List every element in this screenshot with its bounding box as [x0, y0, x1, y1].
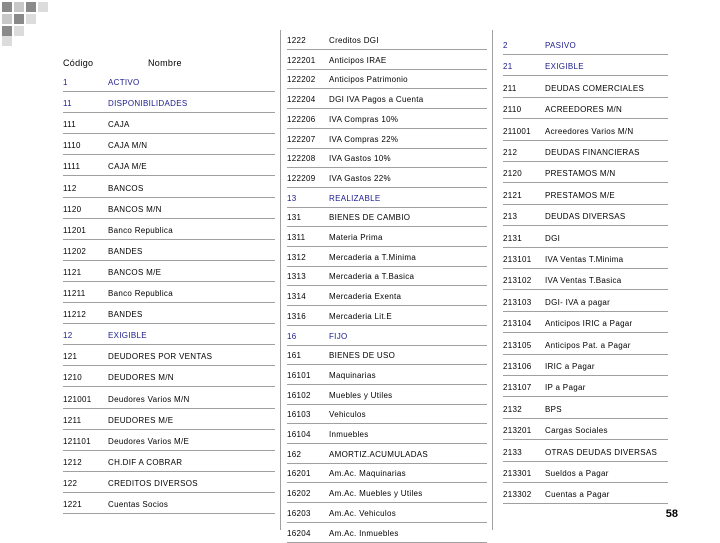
account-code: 213301 [503, 469, 532, 478]
row-separator [503, 375, 668, 376]
account-name: Banco Republica [108, 226, 173, 235]
account-code: 2132 [503, 405, 522, 414]
account-code: 213106 [503, 362, 532, 371]
row-separator [63, 323, 275, 324]
account-name: IP a Pagar [545, 383, 586, 392]
account-name: ACTIVO [108, 78, 140, 87]
account-name: DISPONIBILIDADES [108, 99, 188, 108]
account-name: Cargas Sociales [545, 426, 608, 435]
divider-2 [492, 30, 493, 530]
account-name: PRESTAMOS M/N [545, 169, 616, 178]
row-separator [63, 197, 275, 198]
account-name: REALIZABLE [329, 194, 381, 203]
row-separator [503, 268, 668, 269]
account-code: 12 [63, 331, 73, 340]
row-separator [503, 54, 668, 55]
account-code: 1316 [287, 312, 306, 321]
account-name: BPS [545, 405, 562, 414]
row-separator [287, 266, 487, 267]
row-separator [503, 396, 668, 397]
account-code: 212 [503, 148, 518, 157]
row-separator [503, 354, 668, 355]
account-code: 11212 [63, 310, 87, 319]
account-code: 121 [63, 352, 78, 361]
account-name: Materia Prima [329, 233, 383, 242]
account-name: Am.Ac. Muebles y Utiles [329, 489, 423, 498]
account-code: 16204 [287, 529, 311, 538]
row-separator [503, 461, 668, 462]
account-code: 121101 [63, 437, 91, 446]
account-code: 1313 [287, 272, 306, 281]
account-code: 2121 [503, 191, 522, 200]
account-name: Vehiculos [329, 410, 366, 419]
account-name: BIENES DE USO [329, 351, 396, 360]
account-code: 122209 [287, 174, 316, 183]
row-separator [287, 502, 487, 503]
account-code: 213 [503, 212, 518, 221]
account-name: BANDES [108, 247, 143, 256]
account-name: FIJO [329, 332, 348, 341]
row-separator [63, 281, 275, 282]
account-code: 1111 [63, 162, 81, 171]
account-name: Cuentas a Pagar [545, 490, 610, 499]
account-code: 111 [63, 120, 77, 129]
account-code: 213104 [503, 319, 532, 328]
account-code: 11201 [63, 226, 87, 235]
row-separator [63, 386, 275, 387]
account-code: 2 [503, 41, 508, 50]
account-name: DGI [545, 234, 561, 243]
row-separator [287, 226, 487, 227]
account-code: 161 [287, 351, 302, 360]
account-code: 1312 [287, 253, 306, 262]
row-separator [287, 167, 487, 168]
row-separator [63, 344, 275, 345]
account-code: 162 [287, 450, 302, 459]
account-name: IVA Ventas T.Minima [545, 255, 624, 264]
account-name: Deudores Varios M/N [108, 395, 190, 404]
account-code: 1110 [63, 141, 81, 150]
row-separator [63, 175, 275, 176]
row-separator [63, 112, 275, 113]
row-separator [63, 492, 275, 493]
account-name: DEUDORES POR VENTAS [108, 352, 213, 361]
row-separator [287, 148, 487, 149]
account-name: Sueldos a Pagar [545, 469, 609, 478]
account-name: DGI IVA Pagos a Cuenta [329, 95, 424, 104]
account-code: 2120 [503, 169, 522, 178]
row-separator [503, 97, 668, 98]
account-name: IVA Ventas T.Basica [545, 276, 622, 285]
account-name: AMORTIZ.ACUMULADAS [329, 450, 429, 459]
row-separator [63, 513, 275, 514]
account-code: 1311 [287, 233, 306, 242]
row-separator [287, 207, 487, 208]
row-separator [63, 429, 275, 430]
decorative-squares [0, 0, 60, 46]
account-code: 16 [287, 332, 297, 341]
row-separator [503, 503, 668, 504]
account-name: Acreedores Varios M/N [545, 127, 634, 136]
account-name: BANCOS [108, 184, 144, 193]
account-name: Anticipos Patrimonio [329, 75, 408, 84]
account-name: Anticipos Pat. a Pagar [545, 341, 631, 350]
row-separator [63, 91, 275, 92]
row-separator [287, 49, 487, 50]
account-code: 1314 [287, 292, 306, 301]
account-code: 2133 [503, 448, 522, 457]
account-name: Banco Republica [108, 289, 173, 298]
row-separator [503, 289, 668, 290]
row-separator [63, 450, 275, 451]
account-name: Mercaderia Lit.E [329, 312, 393, 321]
account-name: Inmuebles [329, 430, 369, 439]
account-name: Deudores Varios M/E [108, 437, 190, 446]
account-name: Mercaderia a T.Basica [329, 272, 415, 281]
account-name: PRESTAMOS M/E [545, 191, 615, 200]
account-name: Anticipos IRAE [329, 56, 387, 65]
account-name: CH.DIF A COBRAR [108, 458, 183, 467]
account-name: BIENES DE CAMBIO [329, 213, 411, 222]
row-separator [287, 305, 487, 306]
account-name: CAJA M/N [108, 141, 148, 150]
account-name: DEUDAS FINANCIERAS [545, 148, 640, 157]
account-code: 122208 [287, 154, 316, 163]
row-separator [287, 522, 487, 523]
account-code: 16101 [287, 371, 311, 380]
row-separator [503, 247, 668, 248]
account-name: IRIC a Pagar [545, 362, 595, 371]
account-code: 11 [63, 99, 72, 108]
account-name: PASIVO [545, 41, 576, 50]
row-separator [287, 285, 487, 286]
account-name: CREDITOS DIVERSOS [108, 479, 198, 488]
account-name: DEUDORES M/N [108, 373, 174, 382]
account-code: 122207 [287, 135, 316, 144]
account-code: 131 [287, 213, 302, 222]
account-code: 213201 [503, 426, 532, 435]
row-separator [63, 302, 275, 303]
account-name: EXIGIBLE [545, 62, 584, 71]
row-separator [503, 204, 668, 205]
row-separator [503, 161, 668, 162]
account-code: 1222 [287, 36, 306, 45]
account-name: Am.Ac. Maquinarias [329, 469, 406, 478]
account-code: 21 [503, 62, 513, 71]
account-name: CAJA [108, 120, 130, 129]
account-code: 1120 [63, 205, 82, 214]
account-code: 16102 [287, 391, 311, 400]
row-separator [287, 345, 487, 346]
row-separator [503, 182, 668, 183]
row-separator [287, 364, 487, 365]
row-separator [503, 311, 668, 312]
account-code: 2131 [503, 234, 522, 243]
account-code: 211 [503, 84, 517, 93]
account-code: 213302 [503, 490, 532, 499]
account-name: DEUDORES M/E [108, 416, 174, 425]
account-code: 122202 [287, 75, 316, 84]
header-nombre: Nombre [148, 58, 182, 68]
row-separator [287, 325, 487, 326]
divider-1 [280, 30, 281, 530]
row-separator [63, 239, 275, 240]
account-name: Cuentas Socios [108, 500, 169, 509]
row-separator [503, 439, 668, 440]
account-code: 1211 [63, 416, 82, 425]
row-separator [287, 384, 487, 385]
account-code: 16103 [287, 410, 311, 419]
account-code: 213105 [503, 341, 532, 350]
account-name: CAJA M/E [108, 162, 147, 171]
account-name: Am.Ac. Vehiculos [329, 509, 397, 518]
account-code: 213102 [503, 276, 532, 285]
page-number: 58 [665, 508, 678, 520]
header-codigo: Código [63, 58, 94, 68]
account-code: 11211 [63, 289, 86, 298]
account-name: Maquinarias [329, 371, 376, 380]
account-code: 211001 [503, 127, 531, 136]
account-name: Creditos DGI [329, 36, 379, 45]
row-separator [63, 471, 275, 472]
row-separator [63, 260, 275, 261]
account-code: 121001 [63, 395, 92, 404]
account-code: 16201 [287, 469, 311, 478]
account-code: 1121 [63, 268, 82, 277]
account-name: IVA Gastos 22% [329, 174, 391, 183]
account-code: 112 [63, 184, 77, 193]
row-separator [287, 423, 487, 424]
account-name: BANDES [108, 310, 143, 319]
account-code: 1221 [63, 500, 82, 509]
account-code: 1 [63, 78, 68, 87]
account-name: OTRAS DEUDAS DIVERSAS [545, 448, 658, 457]
account-code: 213103 [503, 298, 532, 307]
row-separator [287, 246, 487, 247]
account-name: BANCOS M/E [108, 268, 162, 277]
row-separator [63, 154, 275, 155]
row-separator [503, 482, 668, 483]
account-code: 1212 [63, 458, 82, 467]
account-code: 13 [287, 194, 297, 203]
account-code: 16203 [287, 509, 311, 518]
account-name: DGI- IVA a pagar [545, 298, 611, 307]
account-code: 16104 [287, 430, 311, 439]
row-separator [287, 404, 487, 405]
row-separator [503, 225, 668, 226]
account-name: DEUDAS COMERCIALES [545, 84, 645, 93]
account-name: EXIGIBLE [108, 331, 147, 340]
row-separator [287, 69, 487, 70]
account-name: Anticipos IRIC a Pagar [545, 319, 633, 328]
account-code: 122204 [287, 95, 316, 104]
row-separator [503, 332, 668, 333]
account-name: Am.Ac. Inmuebles [329, 529, 399, 538]
account-name: ACREEDORES M/N [545, 105, 623, 114]
row-separator [503, 75, 668, 76]
row-separator [287, 187, 487, 188]
account-code: 122201 [287, 56, 316, 65]
account-code: 122206 [287, 115, 316, 124]
row-separator [63, 218, 275, 219]
account-code: 16202 [287, 489, 311, 498]
account-code: 1210 [63, 373, 82, 382]
row-separator [287, 463, 487, 464]
row-separator [63, 133, 275, 134]
row-separator [503, 118, 668, 119]
account-code: 2110 [503, 105, 522, 114]
account-name: Mercaderia a T.Minima [329, 253, 417, 262]
row-separator [63, 365, 275, 366]
row-separator [503, 140, 668, 141]
account-code: 213101 [503, 255, 532, 264]
row-separator [287, 482, 487, 483]
row-separator [63, 408, 275, 409]
account-name: IVA Compras 10% [329, 115, 399, 124]
row-separator [287, 128, 487, 129]
row-separator [287, 88, 487, 89]
account-code: 213107 [503, 383, 532, 392]
row-separator [503, 418, 668, 419]
account-name: BANCOS M/N [108, 205, 162, 214]
row-separator [287, 108, 487, 109]
account-name: IVA Compras 22% [329, 135, 399, 144]
account-code: 122 [63, 479, 78, 488]
account-name: Mercaderia Exenta [329, 292, 402, 301]
account-code: 11202 [63, 247, 87, 256]
row-separator [287, 443, 487, 444]
account-name: IVA Gastos 10% [329, 154, 391, 163]
account-name: DEUDAS DIVERSAS [545, 212, 626, 221]
account-name: Muebles y Utiles [329, 391, 393, 400]
